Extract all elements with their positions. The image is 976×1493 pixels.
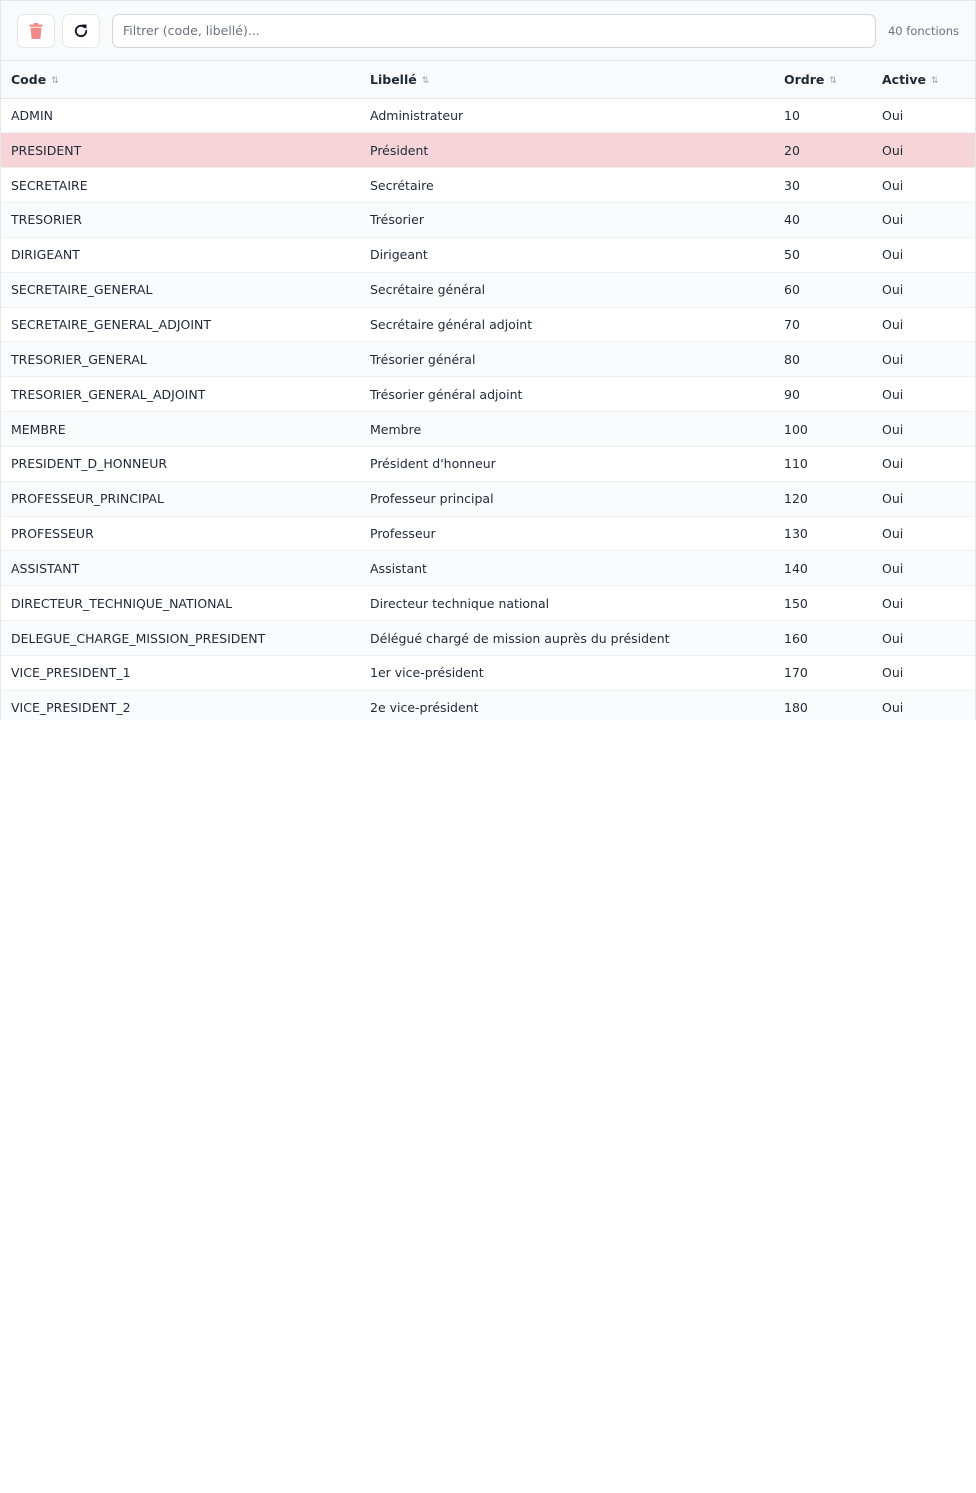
cell-ordre: 70 [774, 307, 872, 342]
cell-libelle: Trésorier [360, 203, 774, 238]
delete-button[interactable] [17, 14, 55, 48]
cell-code: TRESORIER_GENERAL_ADJOINT [1, 377, 360, 412]
cell-active: Oui [872, 551, 975, 586]
table-row[interactable] [1, 412, 975, 447]
table-row[interactable] [1, 690, 975, 720]
table-row[interactable] [1, 621, 975, 656]
cell-active: Oui [872, 690, 975, 720]
cell-code: DIRIGEANT [1, 237, 360, 272]
cell-ordre: 80 [774, 342, 872, 377]
cell-ordre: 140 [774, 551, 872, 586]
cell-ordre: 180 [774, 690, 872, 720]
cell-code: DIRECTEUR_TECHNIQUE_NATIONAL [1, 586, 360, 621]
cell-active: Oui [872, 307, 975, 342]
cell-active: Oui [872, 377, 975, 412]
cell-active: Oui [872, 203, 975, 238]
fonctions-table [1, 61, 975, 720]
cell-active: Oui [872, 621, 975, 656]
cell-ordre: 110 [774, 446, 872, 481]
cell-code: SECRETAIRE_GENERAL_ADJOINT [1, 307, 360, 342]
cell-libelle: Professeur [360, 516, 774, 551]
cell-ordre: 130 [774, 516, 872, 551]
table-row[interactable] [1, 342, 975, 377]
cell-active: Oui [872, 168, 975, 203]
result-count: 40 fonctions [887, 23, 959, 38]
cell-libelle: Dirigeant [360, 237, 774, 272]
cell-active: Oui [872, 237, 975, 272]
column-header-libelle[interactable] [360, 61, 774, 98]
table-header-row [1, 61, 975, 98]
cell-ordre: 60 [774, 272, 872, 307]
cell-code: DELEGUE_CHARGE_MISSION_PRESIDENT [1, 621, 360, 656]
refresh-button[interactable] [62, 14, 100, 48]
cell-code: PROFESSEUR [1, 516, 360, 551]
table-row[interactable] [1, 237, 975, 272]
cell-ordre: 90 [774, 377, 872, 412]
table-row[interactable] [1, 203, 975, 238]
cell-libelle: Trésorier général adjoint [360, 377, 774, 412]
cell-active: Oui [872, 98, 975, 133]
cell-code: SECRETAIRE_GENERAL [1, 272, 360, 307]
cell-code: MEMBRE [1, 412, 360, 447]
cell-code: VICE_PRESIDENT_2 [1, 690, 360, 720]
sort-icon: ⇅ [829, 75, 835, 86]
cell-ordre: 120 [774, 481, 872, 516]
cell-libelle: Délégué chargé de mission auprès du président [360, 621, 774, 656]
refresh-icon [73, 23, 89, 39]
cell-ordre: 40 [774, 203, 872, 238]
cell-code: PRESIDENT_D_HONNEUR [1, 446, 360, 481]
cell-libelle: Directeur technique national [360, 586, 774, 621]
cell-code: PRESIDENT [1, 133, 360, 168]
column-header-label: Active [882, 71, 926, 87]
cell-ordre: 20 [774, 133, 872, 168]
cell-ordre: 160 [774, 621, 872, 656]
cell-active: Oui [872, 656, 975, 691]
table-row[interactable] [1, 551, 975, 586]
cell-code: ASSISTANT [1, 551, 360, 586]
table-row[interactable] [1, 586, 975, 621]
cell-ordre: 50 [774, 237, 872, 272]
cell-libelle: Administrateur [360, 98, 774, 133]
table-row[interactable] [1, 307, 975, 342]
cell-ordre: 150 [774, 586, 872, 621]
search-input[interactable] [112, 14, 876, 48]
table-row[interactable] [1, 377, 975, 412]
cell-active: Oui [872, 516, 975, 551]
cell-ordre: 170 [774, 656, 872, 691]
cell-active: Oui [872, 586, 975, 621]
sort-icon: ⇅ [421, 75, 428, 86]
table-row[interactable] [1, 481, 975, 516]
cell-code: SECRETAIRE [1, 168, 360, 203]
cell-ordre: 100 [774, 412, 872, 447]
trash-icon [29, 23, 43, 39]
table-row[interactable] [1, 168, 975, 203]
cell-libelle: Membre [360, 412, 774, 447]
cell-active: Oui [872, 133, 975, 168]
cell-active: Oui [872, 272, 975, 307]
column-header-label: Ordre [784, 71, 825, 87]
cell-libelle: Secrétaire général adjoint [360, 307, 774, 342]
table-row[interactable] [1, 516, 975, 551]
cell-code: VICE_PRESIDENT_1 [1, 656, 360, 691]
sort-icon: ⇅ [930, 75, 937, 86]
cell-libelle: Secrétaire général [360, 272, 774, 307]
cell-libelle: 1er vice-président [360, 656, 774, 691]
table-row[interactable] [1, 133, 975, 168]
column-header-ordre[interactable] [774, 61, 872, 98]
cell-libelle: 2e vice-président [360, 690, 774, 720]
column-header-code[interactable] [1, 61, 360, 98]
cell-code: ADMIN [1, 98, 360, 133]
cell-libelle: Professeur principal [360, 481, 774, 516]
cell-code: TRESORIER_GENERAL [1, 342, 360, 377]
cell-active: Oui [872, 481, 975, 516]
toolbar [1, 1, 975, 61]
sort-icon: ⇅ [51, 75, 57, 86]
column-header-active[interactable] [872, 61, 975, 98]
table-row[interactable] [1, 98, 975, 133]
table-row[interactable] [1, 656, 975, 691]
cell-libelle: Président d'honneur [360, 446, 774, 481]
cell-active: Oui [872, 446, 975, 481]
cell-code: TRESORIER [1, 203, 360, 238]
table-body [1, 98, 975, 720]
table-row[interactable] [1, 272, 975, 307]
cell-code: PROFESSEUR_PRINCIPAL [1, 481, 360, 516]
column-header-label: Libellé [370, 71, 417, 87]
cell-libelle: Trésorier général [360, 342, 774, 377]
cell-libelle: Secrétaire [360, 168, 774, 203]
fonctions-panel [0, 0, 976, 720]
cell-active: Oui [872, 412, 975, 447]
cell-active: Oui [872, 342, 975, 377]
cell-ordre: 10 [774, 98, 872, 133]
column-header-label: Code [11, 71, 47, 87]
cell-libelle: Assistant [360, 551, 774, 586]
table-row[interactable] [1, 446, 975, 481]
cell-libelle: Président [360, 133, 774, 168]
cell-ordre: 30 [774, 168, 872, 203]
